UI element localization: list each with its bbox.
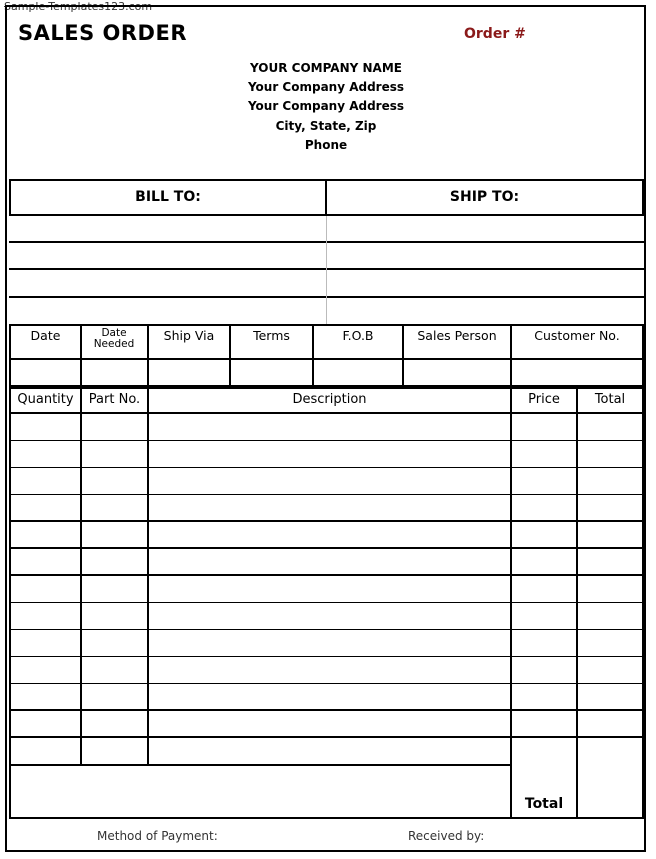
date-needed-field[interactable] (82, 361, 146, 384)
bill-to-line-3[interactable] (12, 272, 322, 294)
header-sales-person: Sales Person (417, 328, 497, 343)
company-address-2: Your Company Address (247, 99, 405, 113)
page-title: SALES ORDER (18, 21, 188, 45)
terms-field[interactable] (231, 361, 311, 384)
bill-to-line-1[interactable] (12, 218, 322, 240)
order-number-label: Order # (464, 26, 526, 42)
date-field[interactable] (11, 361, 79, 384)
header-ship-via: Ship Via (163, 328, 215, 343)
header-customer-no: Customer No. (534, 328, 620, 343)
fob-field[interactable] (314, 361, 401, 384)
customer-no-field[interactable] (512, 361, 641, 384)
company-city: City, State, Zip (275, 119, 377, 133)
ship-to-label: SHIP TO: (449, 189, 520, 205)
header-price: Price (528, 392, 560, 407)
company-phone: Phone (304, 138, 348, 152)
header-date-needed: Date Needed (93, 327, 135, 350)
ship-to-line-1[interactable] (330, 218, 640, 240)
company-name: YOUR COMPANY NAME (250, 61, 402, 75)
grand-total-label: Total (524, 796, 564, 812)
header-date: Date (30, 328, 61, 343)
ship-via-field[interactable] (149, 361, 228, 384)
bill-to-label: BILL TO: (135, 189, 201, 205)
sales-person-field[interactable] (404, 361, 509, 384)
header-total: Total (594, 392, 626, 407)
header-quantity: Quantity (17, 392, 74, 407)
ship-to-line-3[interactable] (330, 272, 640, 294)
method-of-payment-label: Method of Payment: (97, 829, 218, 843)
header-fob: F.O.B (342, 328, 374, 343)
grand-total-field[interactable] (579, 770, 641, 814)
bill-to-line-2[interactable] (12, 245, 322, 267)
header-description: Description (292, 392, 367, 407)
watermark: Sample-Templates123.com (4, 0, 153, 13)
company-address-1: Your Company Address (247, 80, 405, 94)
header-part-no: Part No. (88, 392, 141, 407)
received-by-label: Received by: (408, 829, 485, 843)
header-terms: Terms (253, 328, 290, 343)
ship-to-line-2[interactable] (330, 245, 640, 267)
